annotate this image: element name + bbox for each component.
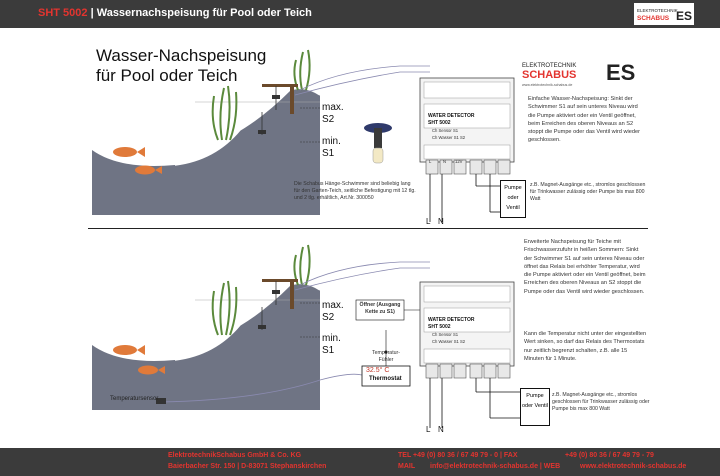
section-divider [88, 228, 648, 229]
thermo-relay-note: Öffner (Ausgang Kette zu S1) [359, 302, 401, 315]
level-min: min. [322, 136, 341, 147]
description-top: Einfache Wasser-Nachspeisung: Sinkt der Schwimmer S1 auf sein unteres Niveau wird die Pumpe aktiviert oder ein Ventil geöffnet, beim Erreichen des oberen Niveaus an S2 stoppt die Pumpe oder das Ventil wird wieder geschlossen. [528, 96, 640, 144]
footer-address: Baierbacher Str. 150 | D-83071 Stephanskirchen [168, 463, 327, 470]
device-model-bottom: SHT 5002 [428, 324, 451, 330]
ln-label-l: L [426, 217, 431, 226]
temp-sensor-label: Temperatursensor [110, 396, 159, 402]
level-s1-bottom: S1 [322, 345, 335, 356]
brand-big: SCHABUS [522, 69, 577, 81]
header-bar [0, 0, 720, 28]
footer-mail-label: MAIL [398, 463, 416, 470]
pump-note-bottom: z.B. Magnet-Ausgänge etc., stromlos geschlossen für Trinkwasser zulässig oder Pumpe bis max 800 Watt [552, 392, 650, 412]
level-min-bottom: min. [322, 333, 341, 344]
ln-label-n: N [438, 217, 444, 226]
description-bottom: Erweiterte Nachspeisung für Teiche mit Frischwasserzufuhr in heißen Sommern: Sinkt der Schwimmer S1 auf sein unteres Niveau oder öffnet das Relais bei erhöhter Temperatur, wird die Pumpe aktiviert oder ein Ventil geöffnet, beim Erreichen des oberen Niveaus an S2 stoppt die Pumpe oder das Ventil wird wieder geschlossen. [524, 239, 646, 295]
description-bottom-2: Kann die Temperatur nicht unter der eingestellten Wert sinken, so darf das Relais des Thermostats nur zeitlich begrenzt schalten, z.B. alle 15 Minuten für 1 Minute. [524, 331, 647, 362]
level-s2-bottom: S2 [322, 312, 335, 323]
heading-line2: für Pool oder Teich [96, 66, 238, 85]
device-model: SHT 5002 [428, 120, 451, 126]
device-sub2: Ch Wasser S1 S2 [432, 135, 466, 140]
float-switch-image [364, 123, 392, 163]
device-sub1: Ch Sensor S1 [432, 128, 459, 133]
footer-bar [0, 448, 720, 476]
level-s2: S2 [322, 114, 335, 125]
pump-note: z.B. Magnet-Ausgänge etc., stromlos geschlossen für Trinkwasser zulässig oder Pumpe bis max 800 Watt [530, 182, 646, 202]
ln-label-l-bottom: L [426, 425, 431, 434]
footer-company: ElektrotechnikSchabus GmbH & Co. KG [168, 452, 302, 459]
pump-valve-box: Pumpe oder Ventil [500, 180, 526, 218]
title-text: | Wassernachspeisung für Pool oder Teich [87, 7, 312, 19]
brand-logo [522, 58, 642, 88]
thermo-sensor-note: Temperatur-Fühler [372, 350, 400, 363]
cable-note: Die Schabus Hänge-Schwimmer sind beliebig lang für den Garten-Teich, seitliche Befestigung mit 12 tlg. und 2 tlg. erhältlich, Art.Nr. 300050 [294, 181, 416, 201]
level-max-bottom: max. [322, 300, 344, 311]
brand-url: www.elektrotechnik-schabus.de [522, 83, 573, 87]
fish-1 [113, 147, 145, 157]
terminal-l: L [429, 159, 432, 164]
diagram-heading [96, 46, 266, 86]
device-title: WATER DETECTOR [428, 113, 475, 119]
thermostat-temp: 32.5° C [366, 367, 390, 374]
footer-fax: +49 (0) 80 36 / 67 49 79 - 79 [565, 452, 654, 459]
brand-name: ELEKTROTECHNIK [522, 63, 577, 69]
logo-mark: ES [676, 9, 693, 23]
product-code: SHT 5002 [38, 7, 88, 19]
logo-line1: ELEKTROTECHNIK [637, 8, 678, 13]
company-logo [634, 3, 694, 25]
device-sub2-bottom: Ch Wasser S1 S2 [432, 339, 466, 344]
thermostat-label: Thermostat [369, 376, 402, 382]
water-plant-1 [213, 86, 237, 140]
level-s1: S1 [322, 148, 335, 159]
footer-web[interactable]: www.elektrotechnik-schabus.de [580, 463, 687, 470]
pump-valve-box-bottom: Pumpe oder Ventil [520, 388, 550, 426]
terminal-n: N [443, 159, 447, 164]
page-title [38, 7, 312, 19]
terminal-12v: 12V [455, 159, 463, 164]
heading-line1: Wasser-Nachspeisung [96, 46, 267, 65]
fish-3 [113, 345, 145, 355]
device-sub1-bottom: Ch Sensor S1 [432, 332, 459, 337]
logo-line2: SCHABUS [637, 15, 670, 22]
footer-mail[interactable]: info@elektrotechnik-schabus.de | WEB [430, 463, 561, 470]
level-max: max. [322, 102, 344, 113]
brand-mark: ES [606, 60, 636, 85]
footer-tel: TEL +49 (0) 80 36 / 67 49 79 - 0 | FAX [398, 452, 518, 459]
ln-label-n-bottom: N [438, 425, 444, 434]
water-plant-3 [213, 281, 237, 335]
device-title-bottom: WATER DETECTOR [428, 317, 475, 323]
